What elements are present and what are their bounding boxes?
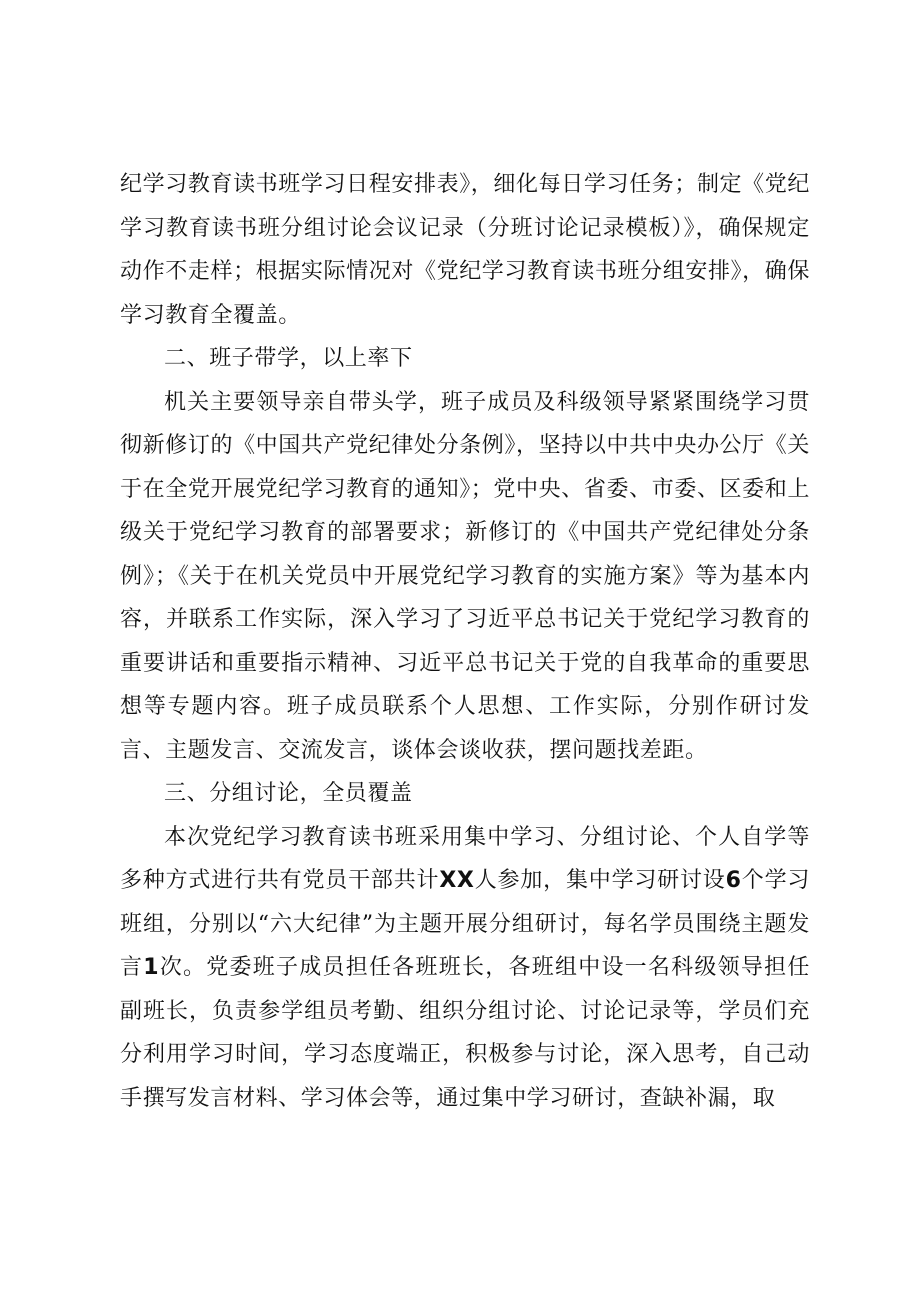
paragraph-3-text-3: 个学习班组，分别以“六大纪律”为主题开展分组研讨，每名学员围绕主题发言: [120, 868, 810, 980]
paragraph-3-text-4: 次。党委班子成员担任各班班长，各班组中设一名科级领导担任副班长，负责参学组员考勤、组织分组讨论、讨论记录等，学员们充分利用学习时间，学习态度端正，积极参与讨论，深入思考，自己动手撰写发言材料、学习体会等，通过集中学习研讨，查缺补漏，取: [120, 955, 810, 1111]
paragraph-3: [120, 816, 810, 1121]
document-body: [120, 163, 810, 1120]
section-heading-3: 三、分组讨论，全员覆盖: [164, 781, 413, 806]
paragraph-3-text-2: 人参加，集中学习研讨设: [474, 868, 726, 893]
paragraph-3-text-1: 本次党纪学习教育读书班采用集中学习、分组讨论、个人自学等多种方式进行共有党员干部共计: [120, 824, 810, 893]
section-heading-2: 二、班子带学，以上率下: [164, 346, 413, 371]
participant-count: XX: [439, 868, 475, 893]
paragraph-1: 纪学习教育读书班学习日程安排表》，细化每日学习任务；制定《党纪学习教育读书班分组讨论会议记录（分班讨论记录模板）》，确保规定动作不走样；根据实际情况对《党纪学习教育读书班分组安排》，确保学习教育全覆盖。: [120, 172, 810, 328]
paragraph-2: 机关主要领导亲自带头学，班子成员及科级领导紧紧围绕学习贯彻新修订的《中国共产党纪律处分条例》，坚持以中共中央办公厅《关于在全党开展党纪学习教育的通知》；党中央、省委、市委、区委和上级关于党纪学习教育的部署要求；新修订的《中国共产党纪律处分条例》；《关于在机关党员中开展党纪学习教育的实施方案》等为基本内容，并联系工作实际，深入学习了习近平总书记关于党纪学习教育的重要讲话和重要指示精神、习近平总书记关于党的自我革命的重要思想等专题内容。班子成员联系个人思想、工作实际，分别作研讨发言、主题发言、交流发言，谈体会谈收获，摆问题找差距。: [120, 389, 810, 763]
group-count: 6: [725, 868, 742, 893]
speech-count: 1: [143, 955, 160, 980]
